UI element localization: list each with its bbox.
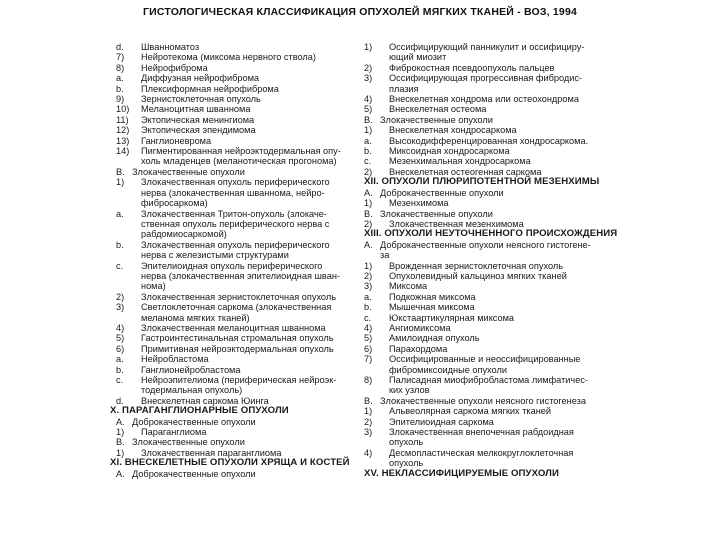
list-item xyxy=(116,354,362,364)
item-number: A. xyxy=(364,187,373,198)
item-text: Внескелетная остеогенная саркома xyxy=(389,166,542,177)
list-item xyxy=(364,42,612,52)
item-text: Эпителиоидная саркома xyxy=(389,416,494,427)
list-item xyxy=(364,156,612,166)
list-item xyxy=(364,302,612,312)
list-item-continuation: меланома мягких тканей) xyxy=(141,312,250,323)
item-number: a. xyxy=(116,354,124,365)
list-item-continuation: опухоль xyxy=(389,458,424,469)
item-text: Эктопическая эпендимома xyxy=(141,125,256,136)
list-item xyxy=(364,323,612,333)
item-text: Амилоидная опухоль xyxy=(389,333,480,344)
item-text: Нейротекома (миксома нервного ствола) xyxy=(141,52,316,63)
item-text: Нейробластома xyxy=(141,354,209,365)
category-item xyxy=(116,437,362,447)
list-item xyxy=(364,281,612,291)
item-number: 1) xyxy=(116,447,125,458)
item-text: Юкстаартикулярная миксома xyxy=(389,312,515,323)
list-item xyxy=(116,73,362,83)
list-item xyxy=(116,375,362,385)
right-column xyxy=(364,42,618,479)
list-item xyxy=(116,261,362,271)
list-item xyxy=(364,354,612,364)
item-text: Ганглионеврома xyxy=(141,135,212,146)
item-number: A. xyxy=(116,416,125,427)
section-heading: XII. ОПУХОЛИ ПЛЮРИПОТЕНТНОЙ МЕЗЕНХИМЫ xyxy=(364,176,600,188)
list-item-continuation: нерва (злокачественная шваннома, нейро- xyxy=(141,187,325,198)
list-item xyxy=(116,63,362,73)
item-text: Злокачественная Тритон-опухоль (злокаче- xyxy=(141,208,327,219)
item-text: Внескелетная хондросаркома xyxy=(389,125,517,136)
list-item xyxy=(116,115,362,125)
list-item xyxy=(364,261,612,271)
item-number: 5) xyxy=(364,104,373,115)
list-item-continuation: тодермальная опухоль) xyxy=(141,385,243,396)
item-number: c. xyxy=(364,312,372,323)
item-text: Нейроэпителиома (периферическая нейроэк- xyxy=(141,375,337,385)
list-item-continuation: нерва (злокачественная эпителиоидная швaн- xyxy=(141,270,340,281)
item-text: Опухолевидный кальциноз мягких тканей xyxy=(389,270,567,281)
item-number: A. xyxy=(116,468,125,479)
item-text: Светлоклеточная саркома (злокачественная xyxy=(141,302,332,313)
item-number: 11) xyxy=(116,114,129,125)
list-item xyxy=(364,271,612,281)
item-text: Ганглионейробластома xyxy=(141,364,241,375)
item-text: Оссифицированные и неоссифицированные xyxy=(389,354,581,365)
item-number: 1) xyxy=(364,260,373,271)
category-item xyxy=(364,209,612,219)
item-number: 1) xyxy=(364,198,373,209)
item-text: Злокачественная параганглиома xyxy=(141,447,282,458)
item-number: 4) xyxy=(364,322,373,333)
category-item xyxy=(116,167,362,177)
item-text: Ангиомиксома xyxy=(389,322,451,333)
list-item xyxy=(364,313,612,323)
item-text: Злокачественные опухоли xyxy=(380,208,493,219)
list-item xyxy=(116,292,362,302)
list-item xyxy=(116,42,362,52)
category-item xyxy=(116,469,362,479)
item-text: Парахордома xyxy=(389,343,448,354)
item-text: Доброкачественные опухоли xyxy=(380,187,504,198)
item-number: b. xyxy=(364,302,372,313)
item-number: a. xyxy=(364,291,372,302)
list-item xyxy=(116,136,362,146)
item-text: Оссифицирующий панникулит и оссифициру- xyxy=(389,42,585,52)
item-number: B. xyxy=(116,166,125,177)
list-item xyxy=(364,94,612,104)
list-item xyxy=(364,375,612,385)
category-item xyxy=(364,115,612,125)
list-item-continuation: за xyxy=(380,250,390,261)
list-item xyxy=(116,209,362,219)
list-item xyxy=(116,104,362,114)
item-number: A. xyxy=(364,239,373,250)
list-item xyxy=(364,333,612,343)
item-text: Эктопическая менингиома xyxy=(141,114,255,125)
item-number: 5) xyxy=(116,333,125,344)
item-number: B. xyxy=(116,437,125,448)
item-number: 2) xyxy=(116,291,125,302)
list-item xyxy=(116,365,362,375)
item-number: 10) xyxy=(116,104,130,115)
item-text: Плексиформная нейрофиброма xyxy=(141,83,279,94)
item-number: 1) xyxy=(364,406,373,417)
item-number: 7) xyxy=(116,52,125,63)
item-number: 2) xyxy=(364,166,373,177)
list-item xyxy=(116,344,362,354)
item-text: Доброкачественные опухоли xyxy=(132,416,256,427)
item-text: Злокачественные опухоли неясного гистогенеза xyxy=(380,395,586,406)
item-number: 1) xyxy=(364,42,373,52)
item-number: c. xyxy=(116,375,124,385)
item-text: Подкожная миксома xyxy=(389,291,476,302)
item-number: 2) xyxy=(364,270,373,281)
item-number: 12) xyxy=(116,125,130,136)
item-text: Высокодифференцированная хондросаркома. xyxy=(389,135,589,146)
item-text: Нейрофиброма xyxy=(141,62,208,73)
item-number: 3) xyxy=(364,427,373,438)
item-number: 6) xyxy=(364,343,373,354)
list-item-continuation: опухоль xyxy=(389,437,424,448)
item-number: 1) xyxy=(116,177,125,188)
list-item xyxy=(364,448,612,458)
section-heading: X. ПАРАГАНГЛИОНАРНЫЕ ОПУХОЛИ xyxy=(110,405,289,417)
item-text: Злокачественная зернистоклеточная опухоль xyxy=(141,291,336,302)
item-number: 1) xyxy=(364,125,373,136)
list-item-continuation: фибромиксоидные опухоли xyxy=(389,364,507,375)
item-number: d. xyxy=(116,395,124,406)
list-item-continuation: холь младенцев (меланотическая прогонома) xyxy=(141,156,337,167)
item-text: Примитивная нейроэктодермальная опухоль xyxy=(141,343,334,354)
item-text: Оссифицирующая прогрессивная фибродис- xyxy=(389,73,583,84)
list-item xyxy=(364,63,612,73)
list-item xyxy=(116,302,362,312)
item-text: Злокачественная меланоцитная шваннома xyxy=(141,322,326,333)
item-number: 8) xyxy=(364,375,373,385)
item-text: Фиброкостная псевдоопухоль пальцев xyxy=(389,62,555,73)
list-item xyxy=(364,292,612,302)
item-text: Внескелетная остеома xyxy=(389,104,487,115)
item-text: Миксоидная хондросаркома xyxy=(389,146,510,157)
list-item xyxy=(364,406,612,416)
item-text: Диффузная нейрофиброма xyxy=(141,73,260,84)
item-number: 7) xyxy=(364,354,373,365)
category-item xyxy=(364,240,612,250)
list-item xyxy=(364,136,612,146)
item-number: a. xyxy=(364,135,372,146)
item-text: Злокачественная опухоль периферического xyxy=(141,239,330,250)
item-number: 2) xyxy=(364,416,373,427)
list-item-continuation: плазия xyxy=(389,83,419,94)
item-number: 14) xyxy=(116,146,130,157)
list-item-continuation: нерва с железистыми структурами xyxy=(141,250,289,261)
list-item xyxy=(364,417,612,427)
item-number: 8) xyxy=(116,62,125,73)
item-text: Параганглиома xyxy=(141,427,207,438)
list-item-continuation: ющий миозит xyxy=(389,52,447,63)
item-number: b. xyxy=(116,239,124,250)
item-text: Злокачественная внепочечная рабдоидная xyxy=(389,427,574,438)
item-number: b. xyxy=(364,146,372,157)
list-item xyxy=(364,73,612,83)
item-text: Внескелетная саркома Юинга xyxy=(141,395,269,406)
item-text: Гастроинтестинальная стромальная опухоль xyxy=(141,333,334,344)
category-item xyxy=(364,188,612,198)
list-item xyxy=(364,344,612,354)
item-number: d. xyxy=(116,42,124,52)
list-item-continuation: ственная опухоль периферического нерва с xyxy=(141,218,330,229)
item-text: Меланоцитная шваннома xyxy=(141,104,251,115)
item-number: b. xyxy=(116,364,124,375)
page-title: ГИСТОЛОГИЧЕСКАЯ КЛАССИФИКАЦИЯ ОПУХОЛЕЙ МЯГКИХ ТКАНЕЙ - ВОЗ, 1994 xyxy=(142,6,578,18)
section-heading: XIII. ОПУХОЛИ НЕУТОЧНЕННОГО ПРОИСХОЖДЕНИЯ xyxy=(364,228,618,240)
item-number: 1) xyxy=(116,427,125,438)
section-heading: XV. НЕКЛАССИФИЦИРУЕМЫЕ ОПУХОЛИ xyxy=(364,467,560,479)
item-text: Злокачественные опухоли xyxy=(132,166,245,177)
item-number: B. xyxy=(364,395,373,406)
item-number: 3) xyxy=(364,281,373,292)
item-number: c. xyxy=(116,260,124,271)
item-number: 13) xyxy=(116,135,130,146)
item-number: 4) xyxy=(116,322,125,333)
item-text: Мышечная миксома xyxy=(389,302,475,313)
section-heading: XI. ВНЕСКЕЛЕТНЫЕ ОПУХОЛИ ХРЯЩА И КОСТЕЙ xyxy=(110,457,350,469)
item-text: Альвеолярная саркома мягких тканей xyxy=(389,406,552,417)
list-item xyxy=(116,427,362,437)
item-number: b. xyxy=(116,83,124,94)
list-item xyxy=(116,323,362,333)
item-number: c. xyxy=(364,156,372,167)
item-text: Злокачественные опухоли xyxy=(380,114,493,125)
list-item xyxy=(364,198,612,208)
item-text: Палисадная миофибробластома лимфатичес- xyxy=(389,375,588,385)
item-text: Десмопластическая мелкокруглоклеточная xyxy=(389,447,574,458)
item-number: 5) xyxy=(364,333,373,344)
item-text: Мезенхимальная хондросаркома xyxy=(389,156,531,167)
list-item xyxy=(364,125,612,135)
item-number: 6) xyxy=(116,343,125,354)
category-item xyxy=(364,396,612,406)
item-text: Пигментированная нейроэктодермальная опу- xyxy=(141,146,341,157)
list-item xyxy=(116,146,362,156)
list-item xyxy=(364,104,612,114)
item-text: Внескелетная хондрома или остеохондрома xyxy=(389,94,579,105)
item-number: 3) xyxy=(116,302,125,313)
item-number: 4) xyxy=(364,94,373,105)
item-text: Зернистоклеточная опухоль xyxy=(141,94,261,105)
list-item xyxy=(116,94,362,104)
list-item-continuation: нома) xyxy=(141,281,166,292)
list-item xyxy=(116,240,362,250)
item-text: Эпителиоидная опухоль периферического xyxy=(141,260,323,271)
item-text: Миксома xyxy=(389,281,428,292)
item-text: Шванноматоз xyxy=(141,42,200,52)
list-item xyxy=(116,125,362,135)
item-number: a. xyxy=(116,73,124,84)
item-text: Злокачественная опухоль периферического xyxy=(141,177,330,188)
list-item xyxy=(116,52,362,62)
list-item xyxy=(364,427,612,437)
list-item-continuation: рабдомиосаркомой) xyxy=(141,229,227,240)
item-text: Доброкачественные опухоли неясного гистогене- xyxy=(380,239,591,250)
list-item xyxy=(364,146,612,156)
list-item xyxy=(116,177,362,187)
item-text: Врожденная зернистоклеточная опухоль xyxy=(389,260,564,271)
left-column xyxy=(110,42,362,479)
item-number: 4) xyxy=(364,447,373,458)
category-item xyxy=(116,417,362,427)
item-text: Злокачественная мезенхимома xyxy=(389,218,524,229)
list-item-continuation: фибросаркома) xyxy=(141,198,208,209)
item-text: Доброкачественные опухоли xyxy=(132,468,256,479)
item-text: Злокачественные опухоли xyxy=(132,437,245,448)
item-number: B. xyxy=(364,208,373,219)
item-number: a. xyxy=(116,208,124,219)
item-number: B. xyxy=(364,114,373,125)
item-number: 2) xyxy=(364,218,373,229)
item-text: Мезенхимома xyxy=(389,198,449,209)
item-number: 3) xyxy=(364,73,373,84)
item-number: 2) xyxy=(364,62,373,73)
list-item xyxy=(116,84,362,94)
list-item-continuation: ких узлов xyxy=(389,385,430,396)
item-number: 9) xyxy=(116,94,125,105)
list-item xyxy=(116,333,362,343)
